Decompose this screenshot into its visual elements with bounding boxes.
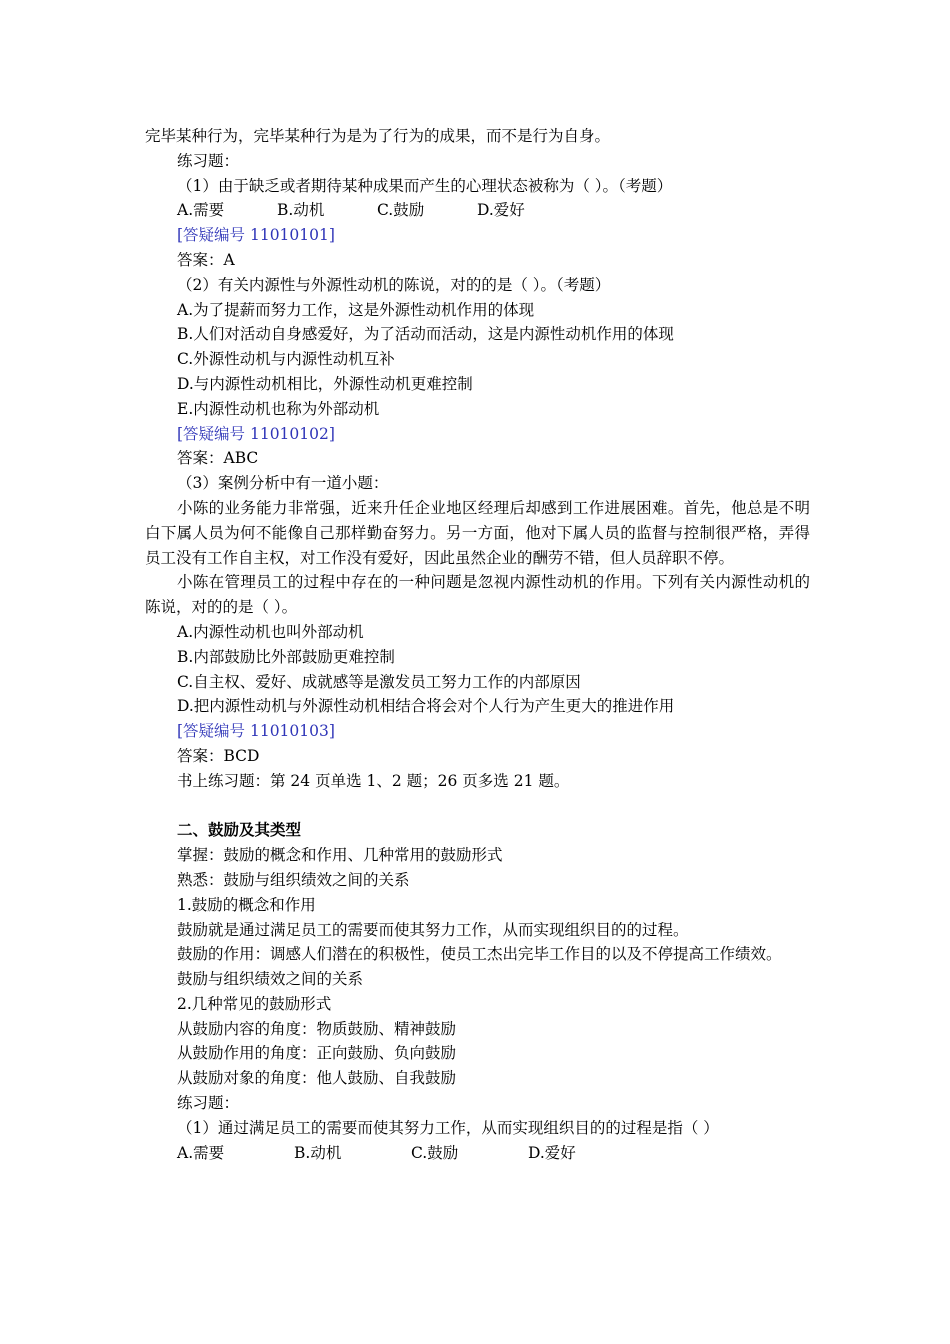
- option-b: B.动机: [294, 1143, 342, 1162]
- subsection-heading: 2.几种常见的鼓励形式: [177, 994, 332, 1013]
- text-line: 掌握：鼓励的概念和作用、几种常用的鼓励形式: [177, 846, 503, 865]
- subsection-heading: 1.鼓励的概念和作用: [177, 895, 316, 914]
- answer: 答案：A: [177, 250, 235, 269]
- option-a: A.需要: [177, 1143, 225, 1162]
- section-heading: 二、鼓励及其类型: [177, 821, 302, 840]
- text-line: 熟悉：鼓励与组织绩效之间的关系: [177, 870, 410, 889]
- option-d: D.爱好: [528, 1143, 576, 1162]
- answer-reference-link[interactable]: [答疑编号 11010103]: [177, 722, 335, 741]
- option-c: C.鼓励: [411, 1143, 459, 1162]
- question-1-options: [145, 198, 810, 223]
- text-line: 从鼓励内容的角度：物质鼓励、精神鼓励: [177, 1019, 457, 1038]
- option-c: C.自主权、爱好、成就感等是激发员工努力工作的内部原因: [177, 672, 581, 691]
- question-1: （1）由于缺乏或者期待某种成果而产生的心理状态被称为（ ）。（考题）: [177, 176, 673, 195]
- option-c: C.鼓励: [377, 201, 425, 220]
- option-a: A.需要: [177, 201, 225, 220]
- exercise-heading: 练习题：: [177, 151, 240, 170]
- text-line: 鼓励就是通过满足员工的需要而使其努力工作，从而实现组织目的的过程。: [177, 920, 689, 939]
- option-d: D.与内源性动机相比，外源性动机更难控制: [177, 374, 473, 393]
- option-b: B.内部鼓励比外部鼓励更难控制: [177, 647, 395, 666]
- option-d: D.把内源性动机与外源性动机相结合将会对个人行为产生更大的推进作用: [177, 697, 675, 716]
- text-line: 鼓励与组织绩效之间的关系: [177, 970, 364, 989]
- question-3: （3）案例分析中有一道小题：: [177, 474, 389, 493]
- text-line: 完毕某种行为，完毕某种行为是为了行为的成果，而不是行为自身。: [145, 127, 611, 145]
- text-line: 从鼓励对象的角度：他人鼓励、自我鼓励: [177, 1069, 457, 1088]
- option-d: D.爱好: [477, 201, 525, 220]
- spacer: [145, 794, 810, 819]
- answer: 答案：BCD: [177, 746, 260, 765]
- question-2: （2）有关内源性与外源性动机的陈说，对的的是（ ）。（考题）: [177, 275, 611, 294]
- textbook-exercises: 书上练习题：第 24 页单选 1、2 题；26 页多选 21 题。: [177, 771, 570, 790]
- case-question: 小陈在管理员工的过程中存在的一种问题是忽视内源性动机的作用。下列有关内源性动机的陈说，对的的是（ ）。: [145, 573, 810, 617]
- question-4-options: [145, 1141, 810, 1166]
- option-e: E.内源性动机也称为外部动机: [177, 399, 380, 418]
- case-paragraph: 小陈的业务能力非常强，近来升任企业地区经理后却感到工作进展困难。首先，他总是不明白下属人员为何不能像自己那样勤奋努力。另一方面，他对下属人员的监督与控制很严格，弄得员工没有工作自主权，对工作没有爱好，因此虽然企业的酬劳不错，但人员辞职不停。: [145, 498, 810, 567]
- question-4: （1）通过满足员工的需要而使其努力工作，从而实现组织目的的过程是指（ ）: [177, 1118, 719, 1137]
- answer-reference-link[interactable]: [答疑编号 11010101]: [177, 226, 335, 245]
- option-a: A.内源性动机也叫外部动机: [177, 622, 364, 641]
- answer: 答案：ABC: [177, 449, 259, 468]
- document-body: [145, 124, 810, 1165]
- text-paragraph: 鼓励的作用：调感人们潜在的积极性，使员工杰出完毕工作目的以及不停提高工作绩效。: [177, 945, 782, 964]
- option-b: B.人们对活动自身感爱好，为了活动而活动，这是内源性动机作用的体现: [177, 325, 674, 344]
- option-c: C.外源性动机与内源性动机互补: [177, 350, 395, 369]
- option-a: A.为了提薪而努力工作，这是外源性动机作用的体现: [177, 300, 535, 319]
- text-line: 从鼓励作用的角度：正向鼓励、负向鼓励: [177, 1044, 457, 1063]
- option-b: B.动机: [277, 201, 325, 220]
- answer-reference-link[interactable]: [答疑编号 11010102]: [177, 424, 335, 443]
- exercise-heading: 练习题：: [177, 1094, 240, 1113]
